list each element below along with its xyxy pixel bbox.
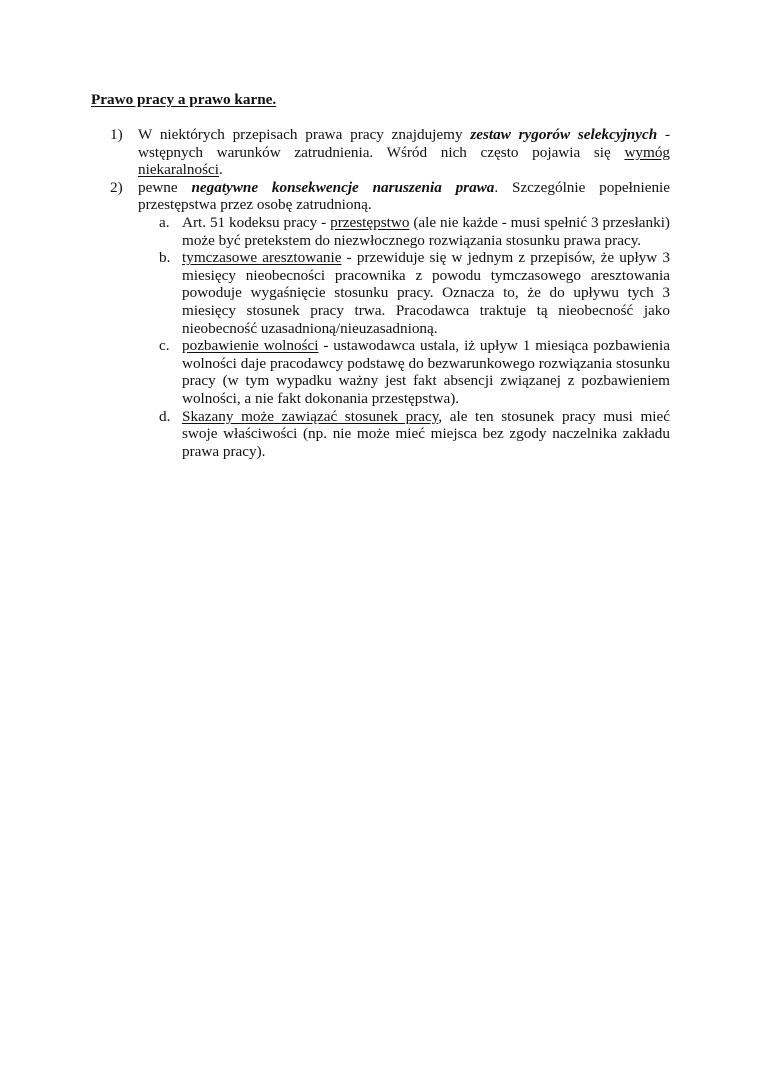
list-item-number: 2) (110, 178, 123, 196)
item-emphasis: zestaw rygorów selekcyjnych (470, 126, 658, 143)
list-item-1 (110, 126, 670, 179)
list-item-number: 1) (110, 126, 123, 143)
item-underlined-term: wymóg niekaralności (138, 143, 670, 179)
item-emphasis: negatywne konsekwencje naruszenia prawa (191, 178, 495, 196)
sub-item-underlined-term: tymczasowe aresztowanie (182, 249, 342, 267)
sub-item-underlined-term: przestępstwo (330, 213, 410, 231)
item-text: . Szczególnie popełnienie przestępstwa przez osobę zatrudnioną. (138, 178, 671, 214)
item-text: pewne (138, 178, 192, 196)
sub-item-text: , ale ten stosunek pracy musi mieć swoje właściwości (np. nie może mieć miejsca bez zgody naczelnika zakładu prawa pracy). (182, 407, 670, 460)
main-list (110, 126, 670, 460)
sub-item-text: Art. 51 kodeksu pracy - (182, 213, 331, 231)
sub-item-a (159, 213, 670, 249)
item-text: . (218, 161, 223, 179)
item-text: - wstępnych warunków zatrudnienia. Wśród nich często pojawia się (138, 126, 670, 161)
sub-item-underlined-term: pozbawienie wolności (182, 337, 319, 355)
sub-item-text: (ale nie każde - musi spełnić 3 przesłanki) może być pretekstem do niezwłocznego rozwiązania stosunku prawa pracy. (182, 213, 670, 249)
sub-item-letter: c. (159, 337, 170, 355)
sub-item-c (159, 337, 670, 407)
sub-item-text: - przewiduje się w jednym z przepisów, że upływ 3 miesięcy nieobecności pracownika z powodu tymczasowego aresztowania powoduje wygaśnięcie stosunku pracy. Oznacza to, że do upływu tych 3 miesięcy stosunek pracy trwa. Pracodawca traktuje tą nieobecność jako nieobecność uzasadnioną/nieuzasadnioną. (182, 249, 670, 337)
sub-item-text: - ustawodawca ustala, iż upływ 1 miesiąca pozbawienia wolności daje pracodawcy podstawę do bezwarunkowego rozwiązania stosunku pracy (w tym wypadku ważny jest fakt absencji związanej z pozbawieniem wolności, a nie fakt dokonania przestępstwa). (182, 337, 670, 407)
document-title: Prawo pracy a prawo karne. (91, 91, 277, 108)
sub-item-b (159, 249, 670, 337)
sub-list (159, 213, 670, 460)
sub-item-d (159, 407, 670, 461)
sub-item-letter: d. (159, 407, 171, 425)
sub-item-letter: a. (159, 213, 170, 231)
item-text: W niektórych przepisach prawa pracy znajdujemy (138, 126, 471, 143)
list-item-2 (110, 179, 670, 461)
sub-item-letter: b. (159, 249, 171, 267)
sub-item-underlined-term: Skazany może zawiązać stosunek pracy (182, 407, 439, 425)
